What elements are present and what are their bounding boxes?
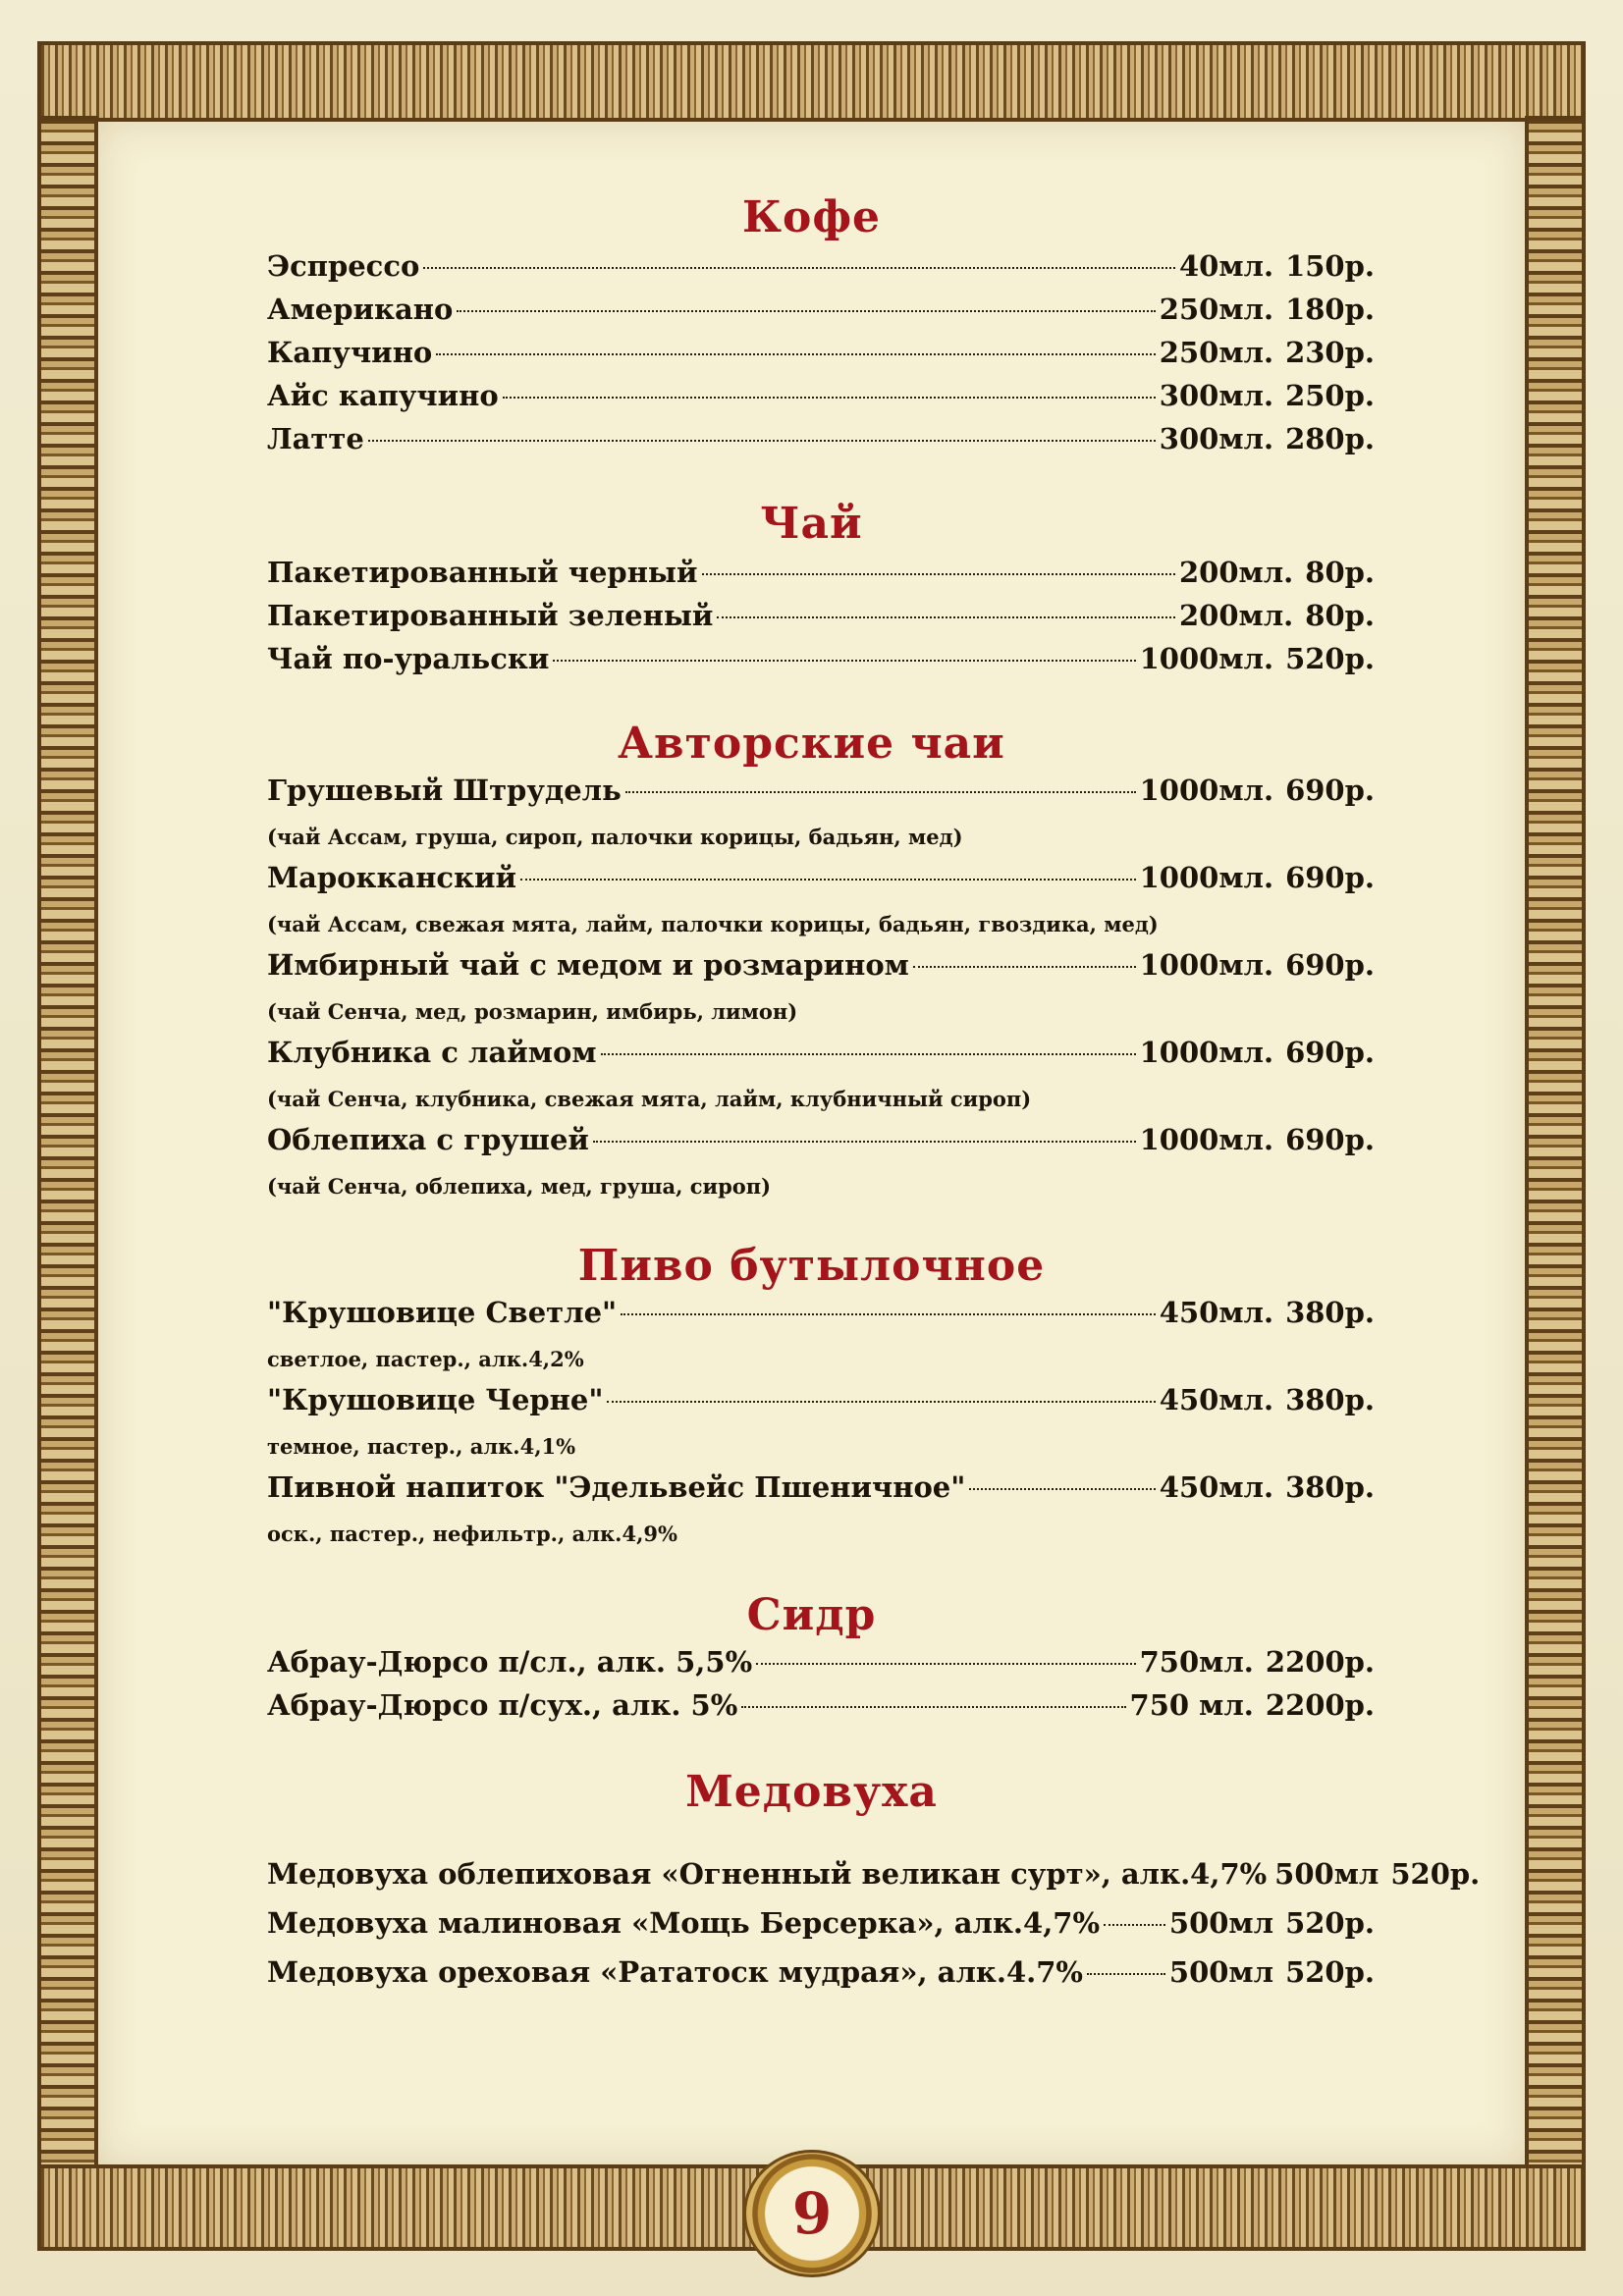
item-name: Абрау-Дюрсо п/сл., алк. 5,5% — [267, 1645, 753, 1679]
menu-item — [267, 774, 1375, 813]
menu-item — [267, 948, 1375, 988]
item-name: Капучино — [267, 336, 433, 369]
item-name: Абрау-Дюрсо п/сух., алк. 5% — [267, 1688, 738, 1722]
section-title-bottled-beer: Пиво бутылочное — [577, 1241, 1046, 1291]
leader-dots — [553, 660, 1135, 662]
menu-item — [267, 1857, 1481, 1896]
menu-item — [267, 1688, 1375, 1728]
menu-item — [267, 556, 1375, 595]
item-name: Медовуха малиновая «Мощь Берсерка», алк.4,7% — [267, 1906, 1101, 1940]
item-volume: 1000мл. — [1139, 774, 1274, 807]
item-volume: 500мл — [1274, 1857, 1380, 1891]
item-name: Чай по-уральски — [267, 642, 550, 675]
item-volume: 500мл — [1168, 1955, 1274, 1989]
item-price: 180р. — [1285, 293, 1375, 326]
item-volume: 450мл. — [1159, 1383, 1274, 1416]
menu-item — [267, 249, 1375, 289]
item-volume: 250мл. — [1159, 293, 1274, 326]
section-title-coffee: Кофе — [741, 192, 882, 242]
item-volume: 300мл. — [1159, 379, 1274, 412]
menu-item — [267, 642, 1375, 681]
item-price: 80р. — [1305, 599, 1375, 632]
item-price: 690р. — [1285, 948, 1375, 982]
item-name: Медовуха облепиховая «Огненный великан сурт», алк.4,7% — [267, 1857, 1268, 1891]
item-price: 230р. — [1285, 336, 1375, 369]
item-description: темное, пастер., алк.4,1% — [267, 1434, 576, 1459]
item-price: 2200р. — [1265, 1645, 1375, 1679]
item-description: (чай Сенча, клубника, свежая мята, лайм, клубничный сироп) — [267, 1087, 1032, 1111]
item-volume: 40мл. — [1178, 249, 1274, 283]
leader-dots — [756, 1663, 1136, 1665]
item-volume: 1000мл. — [1139, 948, 1274, 982]
leader-dots — [520, 879, 1136, 881]
page-number-badge — [743, 2150, 881, 2277]
leader-dots — [621, 1313, 1156, 1315]
item-description: оск., пастер., нефильтр., алк.4,9% — [267, 1522, 677, 1546]
item-volume: 1000мл. — [1139, 1036, 1274, 1069]
leader-dots — [368, 440, 1156, 442]
item-price: 280р. — [1285, 422, 1375, 455]
menu-item — [267, 1383, 1375, 1422]
item-description: (чай Ассам, свежая мята, лайм, палочки корицы, бадьян, гвоздика, мед) — [267, 912, 1159, 936]
item-name: Имбирный чай с медом и розмарином — [267, 948, 909, 982]
section-title-signature-teas: Авторские чаи — [618, 719, 1005, 769]
leader-dots — [1087, 1973, 1165, 1975]
menu-item — [267, 1470, 1375, 1510]
item-volume: 200мл. — [1178, 556, 1294, 589]
item-price: 690р. — [1285, 1123, 1375, 1156]
item-volume: 750 мл. — [1129, 1688, 1254, 1722]
item-volume: 250мл. — [1159, 336, 1274, 369]
leader-dots — [702, 573, 1175, 575]
leader-dots — [593, 1141, 1136, 1143]
leader-dots — [1104, 1924, 1165, 1926]
menu-item — [267, 1955, 1375, 1995]
menu-item — [267, 379, 1375, 418]
item-price: 690р. — [1285, 861, 1375, 894]
item-price: 150р. — [1285, 249, 1375, 283]
leader-dots — [423, 267, 1175, 269]
menu-item — [267, 1123, 1375, 1162]
item-volume: 450мл. — [1159, 1296, 1274, 1329]
menu-item — [267, 599, 1375, 638]
leader-dots — [436, 353, 1156, 355]
menu-item — [267, 422, 1375, 461]
leader-dots — [625, 791, 1136, 793]
leader-dots — [601, 1053, 1136, 1055]
item-name: Пакетированный черный — [267, 556, 698, 589]
section-title-cider: Сидр — [746, 1590, 877, 1640]
menu-item — [267, 861, 1375, 900]
item-name: Американо — [267, 293, 454, 326]
item-volume: 300мл. — [1159, 422, 1274, 455]
item-name: Латте — [267, 422, 364, 455]
item-description: (чай Ассам, груша, сироп, палочки корицы, бадьян, мед) — [267, 825, 963, 849]
menu-item — [267, 1296, 1375, 1335]
item-price: 80р. — [1305, 556, 1375, 589]
item-price: 2200р. — [1265, 1688, 1375, 1722]
item-price: 520р. — [1285, 1955, 1375, 1989]
item-price: 690р. — [1285, 1036, 1375, 1069]
item-description: (чай Сенча, облепиха, мед, груша, сироп) — [267, 1174, 772, 1199]
item-name: "Крушовице Черне" — [267, 1383, 604, 1416]
item-price: 520р. — [1390, 1857, 1481, 1891]
item-price: 380р. — [1285, 1296, 1375, 1329]
item-name: Пакетированный зеленый — [267, 599, 714, 632]
item-volume: 1000мл. — [1139, 861, 1274, 894]
item-price: 690р. — [1285, 774, 1375, 807]
leader-dots — [741, 1706, 1125, 1708]
leader-dots — [457, 310, 1155, 312]
item-name: Грушевый Штрудель — [267, 774, 622, 807]
item-name: Пивной напиток "Эдельвейс Пшеничное" — [267, 1470, 966, 1504]
section-title-mead: Медовуха — [685, 1767, 938, 1817]
item-price: 520р. — [1285, 1906, 1375, 1940]
menu-item — [267, 293, 1375, 332]
item-volume: 450мл. — [1159, 1470, 1274, 1504]
leader-dots — [607, 1401, 1155, 1403]
leader-dots — [913, 966, 1136, 968]
item-name: Эспрессо — [267, 249, 420, 283]
section-title-tea: Чай — [760, 499, 863, 549]
item-price: 380р. — [1285, 1470, 1375, 1504]
item-volume: 1000мл. — [1139, 1123, 1274, 1156]
item-volume: 750мл. — [1139, 1645, 1254, 1679]
page-number: 9 — [791, 2180, 833, 2247]
menu-item — [267, 336, 1375, 375]
menu-item — [267, 1036, 1375, 1075]
item-description: светлое, пастер., алк.4,2% — [267, 1347, 584, 1371]
item-name: Медовуха ореховая «Рататоск мудрая», алк.4.7% — [267, 1955, 1083, 1989]
item-volume: 200мл. — [1178, 599, 1294, 632]
item-description: (чай Сенча, мед, розмарин, имбирь, лимон) — [267, 999, 798, 1024]
menu-item — [267, 1645, 1375, 1684]
item-price: 520р. — [1285, 642, 1375, 675]
item-price: 380р. — [1285, 1383, 1375, 1416]
leader-dots — [717, 616, 1175, 618]
item-name: "Крушовице Светле" — [267, 1296, 618, 1329]
item-price: 250р. — [1285, 379, 1375, 412]
item-name: Айс капучино — [267, 379, 499, 412]
item-name: Марокканский — [267, 861, 517, 894]
item-name: Клубника с лаймом — [267, 1036, 597, 1069]
menu-item — [267, 1906, 1375, 1946]
item-volume: 1000мл. — [1139, 642, 1274, 675]
leader-dots — [969, 1488, 1155, 1490]
leader-dots — [503, 397, 1156, 399]
item-name: Облепиха с грушей — [267, 1123, 589, 1156]
item-volume: 500мл — [1168, 1906, 1274, 1940]
